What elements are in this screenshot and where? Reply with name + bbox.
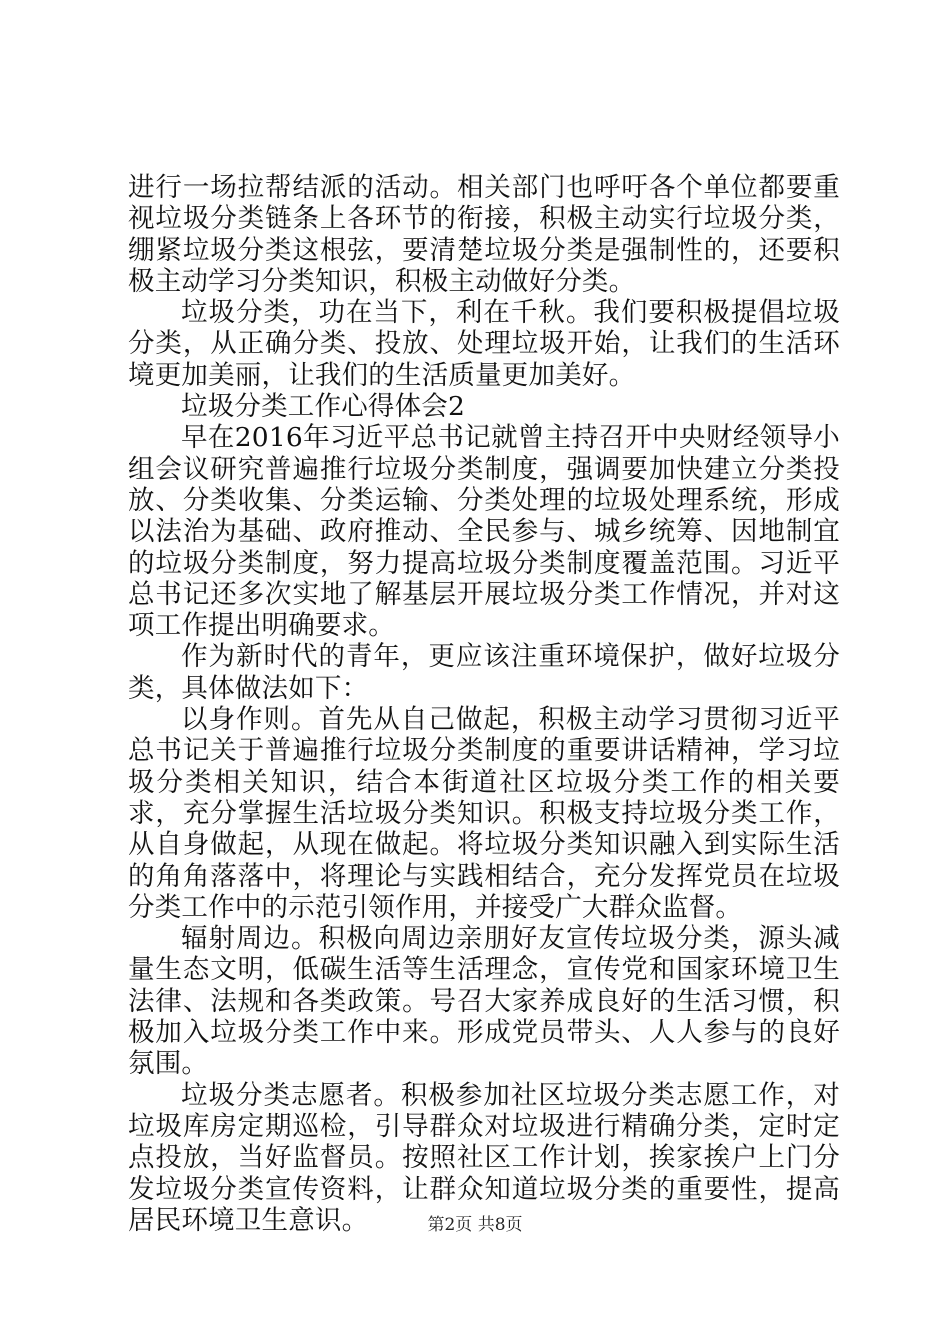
paragraph-background: 早在2016年习近平总书记就曾主持召开中央财经领导小组会议研究普遍推行垃圾分类制度，强调要加快建立分类投放、分类收集、分类运输、分类处理的垃圾处理系统，形成以法治为基础、政府推动、全民参与、城乡统筹、因地制宜的垃圾分类制度，努力提高垃圾分类制度覆盖范围。习近平总书记还多次实地了解基层开展垃圾分类工作情况，并对这项工作提出明确要求。 <box>128 422 840 642</box>
section-heading: 垃圾分类工作心得体会2 <box>181 391 466 423</box>
document-body <box>128 172 840 1236</box>
paragraph-summary: 垃圾分类，功在当下，利在千秋。我们要积极提倡垃圾分类，从正确分类、投放、处理垃圾开始，让我们的生活环境更加美丽，让我们的生活质量更加美好。 <box>128 297 840 391</box>
page-footer: 第2页 共8页 <box>427 1215 523 1235</box>
paragraph-lead-by-example: 以身作则。首先从自己做起，积极主动学习贯彻习近平总书记关于普遍推行垃圾分类制度的重要讲话精神，学习垃圾分类相关知识，结合本街道社区垃圾分类工作的相关要求，充分掌握生活垃圾分类知识。积极支持垃圾分类工作，从自身做起，从现在做起。将垃圾分类知识融入到实际生活的角角落落中，将理论与实践相结合，充分发挥党员在垃圾分类工作中的示范引领作用，并接受广大群众监督。 <box>128 704 840 923</box>
paragraph-intro: 作为新时代的青年，更应该注重环境保护，做好垃圾分类，具体做法如下： <box>128 641 840 704</box>
paragraph-continuation: 进行一场拉帮结派的活动。相关部门也呼吁各个单位都要重视垃圾分类链条上各环节的衔接，积极主动实行垃圾分类，绷紧垃圾分类这根弦，要清楚垃圾分类是强制性的，还要积极主动学习分类知识，积极主动做好分类。 <box>128 172 840 297</box>
paragraph-outreach: 辐射周边。积极向周边亲朋好友宣传垃圾分类，源头减量生态文明，低碳生活等生活理念，宣传党和国家环境卫生法律、法规和各类政策。号召大家养成良好的生活习惯，积极加入垃圾分类工作中来。形成党员带头、人人参与的良好氛围。 <box>128 923 840 1080</box>
paragraph-volunteer: 垃圾分类志愿者。积极参加社区垃圾分类志愿工作，对垃圾库房定期巡检，引导群众对垃圾进行精确分类，定时定点投放，当好监督员。按照社区工作计划，挨家挨户上门分发垃圾分类宣传资料，让群众知道垃圾分类的重要性，提高居民环境卫生意识。 <box>128 1079 840 1236</box>
